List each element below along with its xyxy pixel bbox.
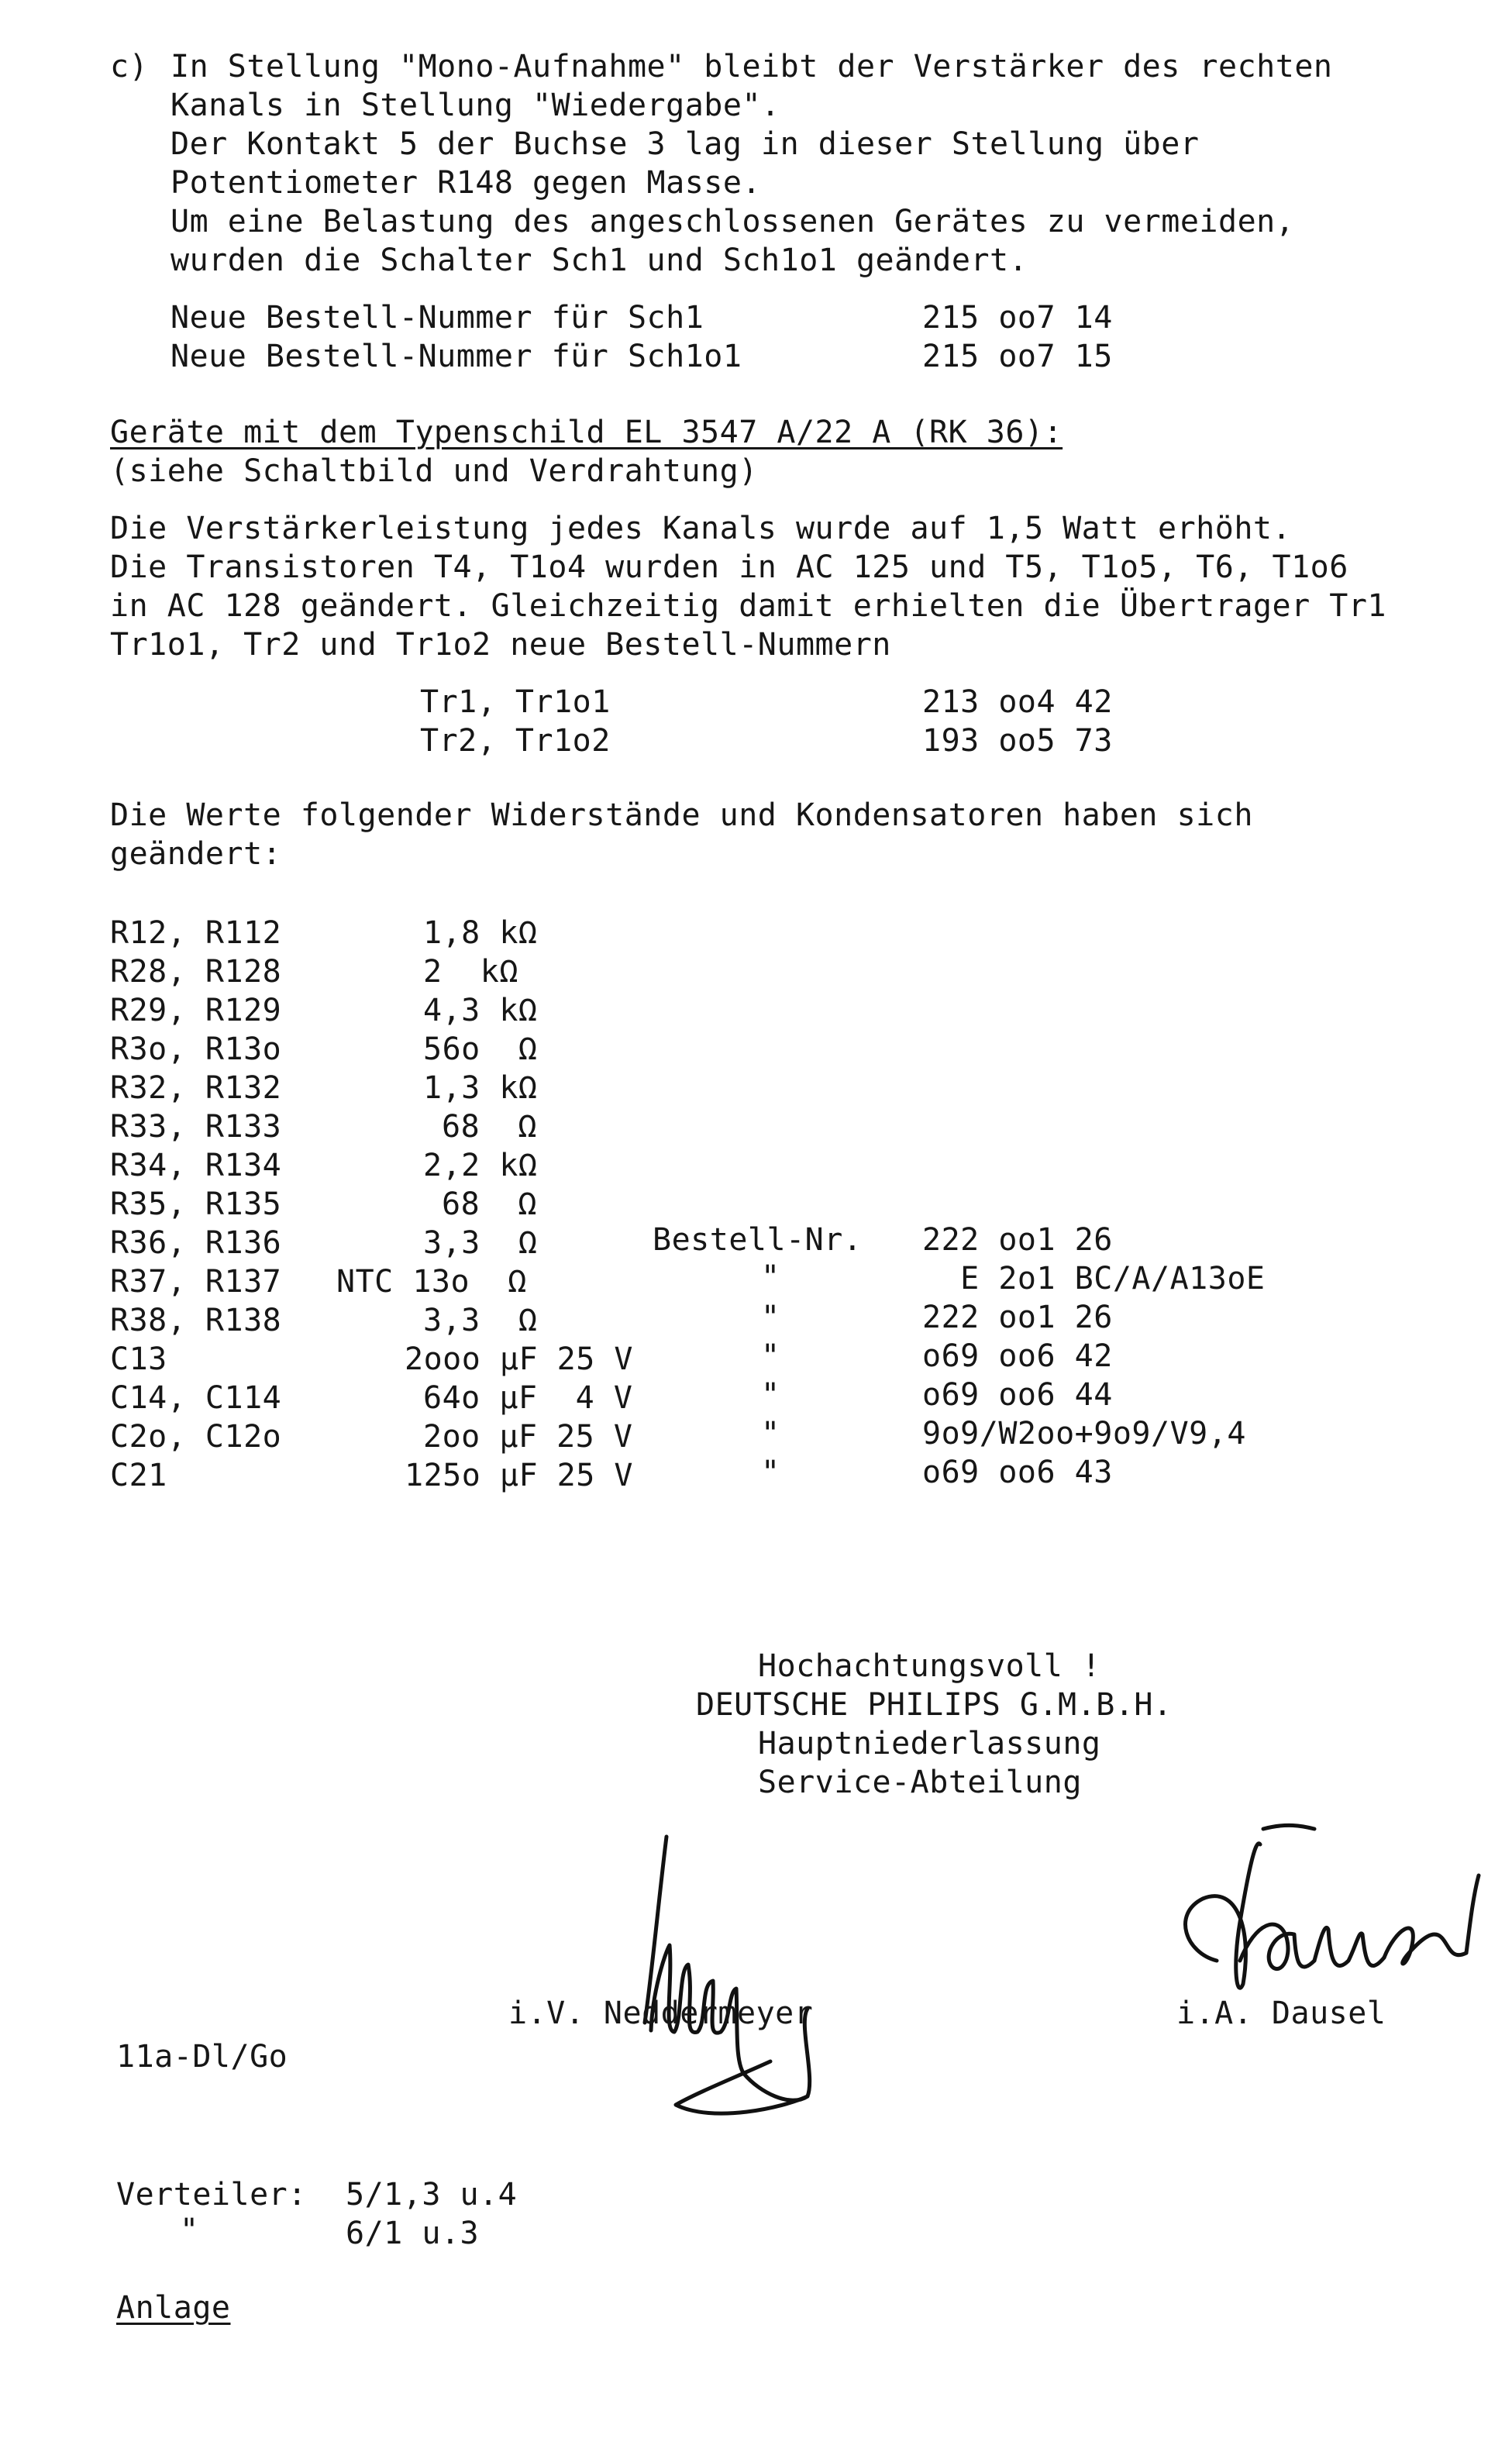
- transformer-name: Tr1, Tr1o1: [420, 684, 611, 720]
- text-line: Der Kontakt 5 der Buchse 3 lag in dieser Stellung über: [170, 126, 1200, 162]
- component-ref: C2o, C12o: [110, 1419, 282, 1455]
- values-intro: geändert:: [110, 836, 282, 872]
- component-value: 2ooo µF 25 V: [405, 1341, 633, 1377]
- closing-office: Hauptniederlassung: [758, 1726, 1101, 1762]
- closing-department: Service-Abteilung: [758, 1765, 1082, 1800]
- transformer-number: 213 oo4 42: [922, 684, 1113, 720]
- component-value: 3,3 Ω: [423, 1225, 538, 1261]
- component-order-ditto: ": [761, 1300, 780, 1335]
- component-value: 56o Ω: [423, 1031, 538, 1067]
- distribution-label: Verteiler:: [116, 2177, 307, 2213]
- component-value: 64o µF 4 V: [423, 1380, 633, 1416]
- component-number: 222 oo1 26: [922, 1300, 1113, 1335]
- component-value: 2 kΩ: [423, 954, 518, 990]
- component-value: 2oo µF 25 V: [423, 1419, 633, 1455]
- component-value: 3,3 Ω: [423, 1303, 538, 1338]
- text-line: Um eine Belastung des angeschlossenen Gerätes zu vermeiden,: [170, 204, 1295, 239]
- closing-company: DEUTSCHE PHILIPS G.M.B.H.: [696, 1687, 1173, 1723]
- component-value: NTC 13o Ω: [336, 1264, 527, 1300]
- component-order-ditto: ": [761, 1259, 780, 1295]
- component-ref: C14, C114: [110, 1380, 282, 1416]
- closing-greeting: Hochachtungsvoll !: [758, 1648, 1101, 1684]
- component-ref: R3o, R13o: [110, 1031, 282, 1067]
- component-ref: C21: [110, 1458, 167, 1493]
- section-subheading: (siehe Schaltbild und Verdrahtung): [110, 453, 758, 489]
- component-ref: R37, R137: [110, 1264, 282, 1300]
- component-ref: R12, R112: [110, 915, 282, 951]
- component-value: 68 Ω: [442, 1109, 537, 1145]
- text-line: wurden die Schalter Sch1 und Sch1o1 geändert.: [170, 243, 1028, 278]
- component-number: o69 oo6 43: [922, 1455, 1113, 1490]
- component-ref: R28, R128: [110, 954, 282, 990]
- values-intro: Die Werte folgender Widerstände und Kondensatoren haben sich: [110, 797, 1253, 833]
- component-order-ditto: ": [761, 1455, 780, 1490]
- order-number: 215 oo7 14: [922, 300, 1113, 336]
- paragraph-line: in AC 128 geändert. Gleichzeitig damit erhielten die Übertrager Tr1: [110, 588, 1386, 624]
- component-value: 68 Ω: [442, 1186, 537, 1222]
- component-ref: R34, R134: [110, 1148, 282, 1183]
- component-order-label: Bestell-Nr.: [653, 1222, 863, 1258]
- text-line: In Stellung "Mono-Aufnahme" bleibt der Verstärker des rechten: [170, 49, 1333, 84]
- component-value: 125o µF 25 V: [405, 1458, 633, 1493]
- distribution-line-1: 5/1,3 u.4: [346, 2177, 518, 2213]
- component-ref: R38, R138: [110, 1303, 282, 1338]
- signature-right-icon: [1162, 1813, 1488, 2015]
- component-number: E 2o1 BC/A/A13oE: [922, 1261, 1266, 1297]
- attachment-label: Anlage: [116, 2290, 231, 2326]
- paragraph-line: Die Verstärkerleistung jedes Kanals wurde auf 1,5 Watt erhöht.: [110, 511, 1292, 546]
- order-number: 215 oo7 15: [922, 339, 1113, 374]
- signer-left: i.V. Neddermeyer: [508, 1996, 814, 2031]
- text-line: Potentiometer R148 gegen Masse.: [170, 165, 762, 201]
- section-heading: Geräte mit dem Typenschild EL 3547 A/22 A (RK 36):: [110, 415, 1063, 450]
- reference-code: 11a-Dl/Go: [116, 2039, 288, 2075]
- transformer-number: 193 oo5 73: [922, 723, 1113, 759]
- component-order-ditto: ": [761, 1416, 780, 1452]
- signature-left-icon: [604, 1829, 852, 2147]
- component-ref: R33, R133: [110, 1109, 282, 1145]
- component-ref: R32, R132: [110, 1070, 282, 1106]
- order-label: Neue Bestell-Nummer für Sch1: [170, 300, 704, 336]
- component-order-ditto: ": [761, 1377, 780, 1413]
- paragraph-line: Tr1o1, Tr2 und Tr1o2 neue Bestell-Nummern: [110, 627, 891, 663]
- component-value: 1,8 kΩ: [423, 915, 538, 951]
- component-ref: C13: [110, 1341, 167, 1377]
- section-marker: c): [110, 49, 149, 84]
- component-number: o69 oo6 42: [922, 1338, 1113, 1374]
- text-line: Kanals in Stellung "Wiedergabe".: [170, 88, 780, 123]
- component-value: 1,3 kΩ: [423, 1070, 538, 1106]
- transformer-name: Tr2, Tr1o2: [420, 723, 611, 759]
- component-ref: R36, R136: [110, 1225, 282, 1261]
- component-value: 4,3 kΩ: [423, 993, 538, 1028]
- component-number: o69 oo6 44: [922, 1377, 1113, 1413]
- component-order-ditto: ": [761, 1338, 780, 1374]
- signer-right: i.A. Dausel: [1176, 1996, 1386, 2031]
- component-ref: R35, R135: [110, 1186, 282, 1222]
- distribution-ditto: ": [180, 2213, 199, 2248]
- component-number: 9o9/W2oo+9o9/V9,4: [922, 1416, 1246, 1452]
- distribution-line-2: 6/1 u.3: [346, 2216, 480, 2251]
- component-number: 222 oo1 26: [922, 1222, 1113, 1258]
- paragraph-line: Die Transistoren T4, T1o4 wurden in AC 125 und T5, T1o5, T6, T1o6: [110, 549, 1348, 585]
- component-value: 2,2 kΩ: [423, 1148, 538, 1183]
- component-ref: R29, R129: [110, 993, 282, 1028]
- order-label: Neue Bestell-Nummer für Sch1o1: [170, 339, 742, 374]
